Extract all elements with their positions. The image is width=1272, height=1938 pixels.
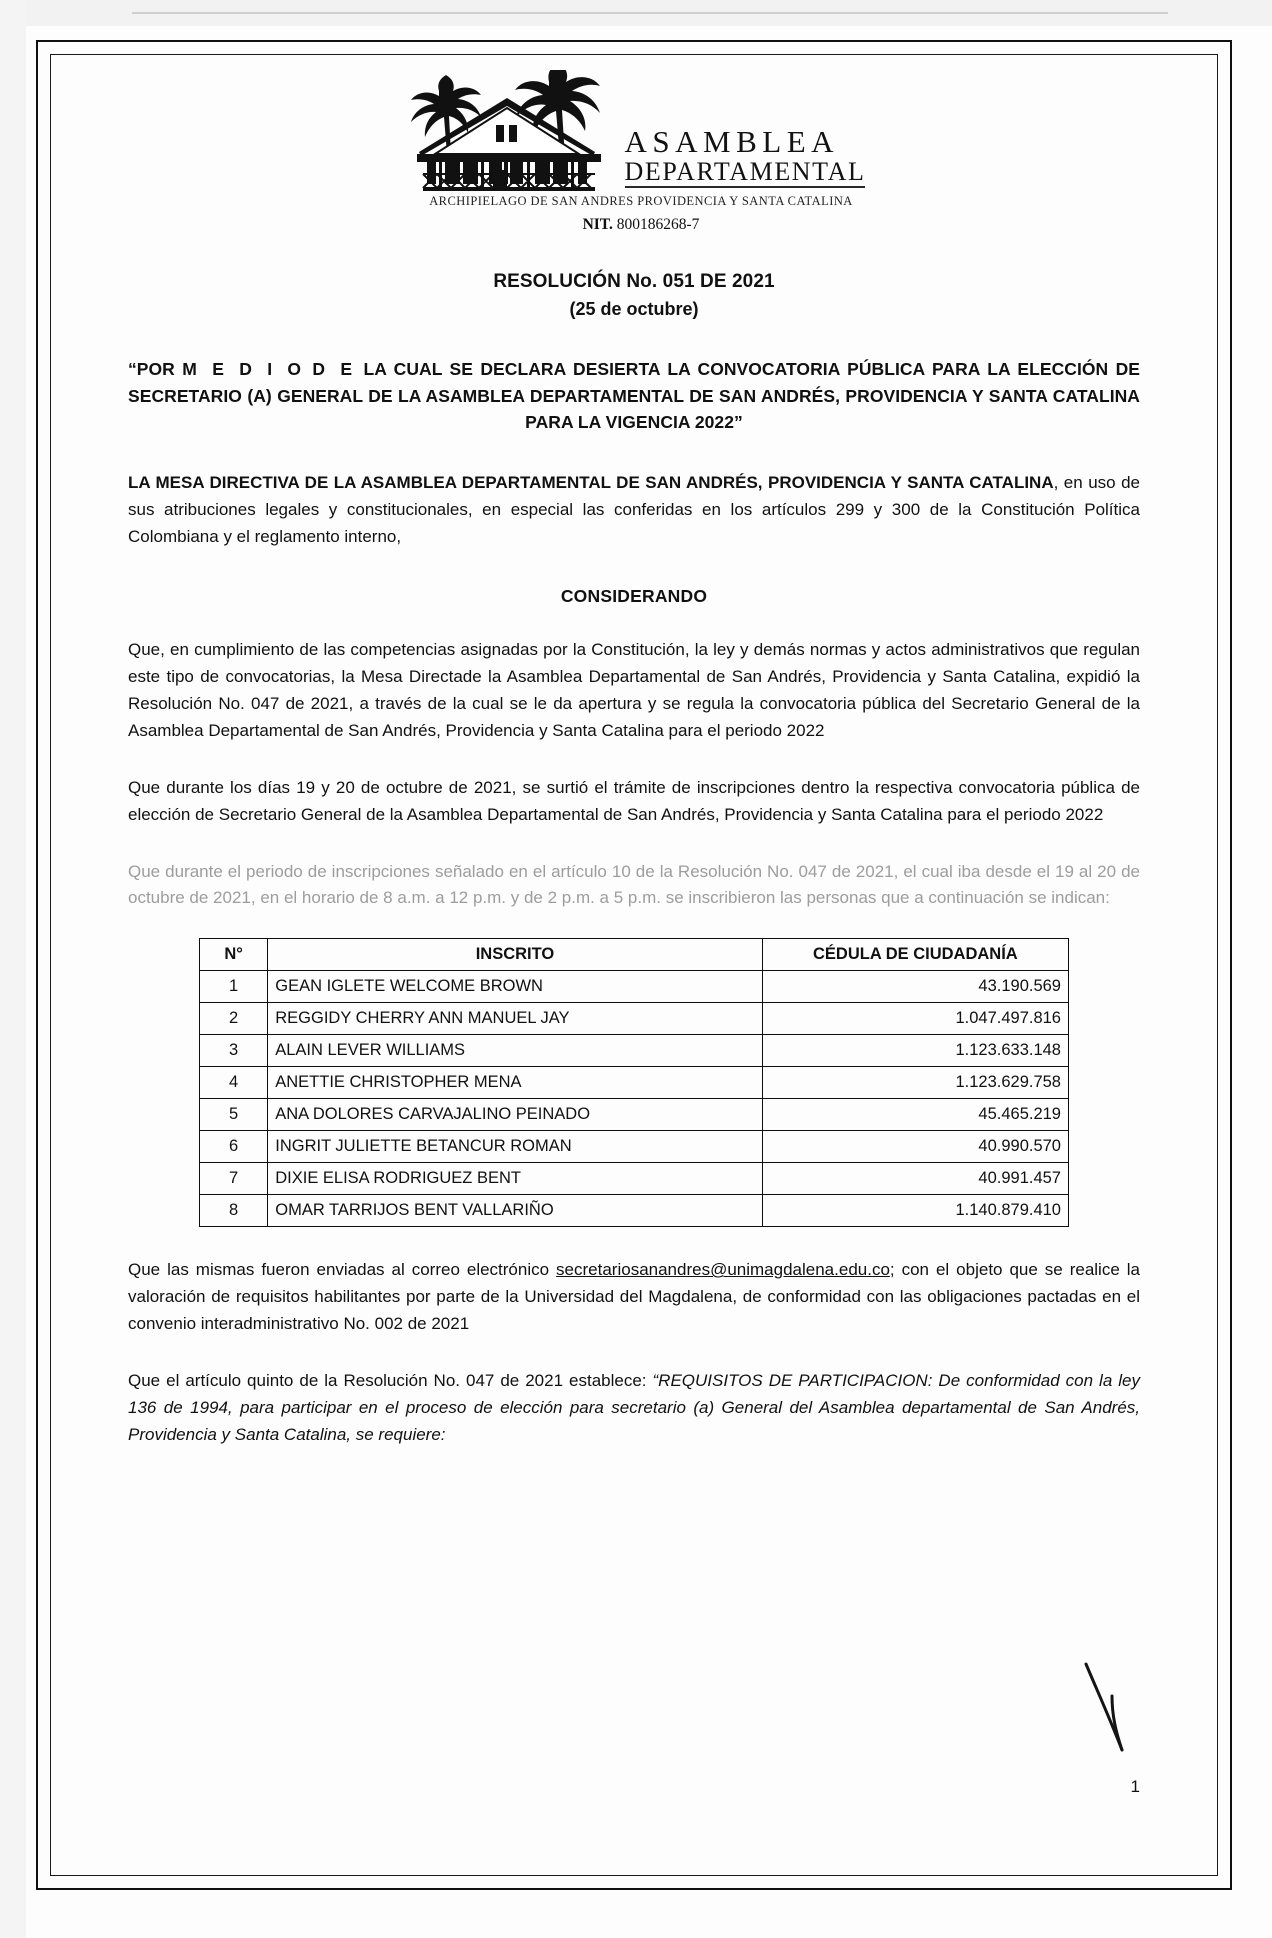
paragraph-2: Que durante los días 19 y 20 de octubre de 2021, se surtió el trámite de inscripciones dentro la respectiva convocatoria pública de elección de Secretario General de la Asamblea Departamental de San Andrés, Providencia y Santa Catalina para el periodo 2022: [128, 777, 1140, 824]
cell-inscrito: ALAIN LEVER WILLIAMS: [268, 1035, 762, 1067]
masthead: [128, 70, 1140, 192]
cell-inscrito: GEAN IGLETE WELCOME BROWN: [268, 971, 762, 1003]
cell-cedula: 43.190.569: [762, 971, 1068, 1003]
paragraph-4-lead: Que las mismas fueron enviadas al correo electrónico: [128, 1260, 557, 1280]
cell-inscrito: INGRIT JULIETTE BETANCUR ROMAN: [268, 1131, 762, 1163]
column-header-cedula: CÉDULA DE CIUDADANÍA: [762, 939, 1068, 971]
paragraph-3-faded: Que durante el periodo de inscripciones señalado en el artículo 10 de la Resolución No. 047 de 2021, el cual iba desde el 19 al 20 de octubre de 2021, en el horario de 8 a.m. a 12 p.m. y de 2 p.m. a 5 p.m. se inscribieron las personas que a continuación se indican:: [128, 861, 1140, 908]
table-row: [200, 971, 1069, 1003]
org-nit: [142, 216, 1140, 234]
table-row: [200, 1099, 1069, 1131]
cell-cedula: 45.465.219: [762, 1099, 1068, 1131]
resolution-number: RESOLUCIÓN No. 051 DE 2021: [493, 271, 775, 292]
cell-number: 3: [200, 1035, 268, 1067]
cell-cedula: 40.991.457: [762, 1163, 1068, 1195]
mesa-directiva-lead: LA MESA DIRECTIVA DE LA ASAMBLEA DEPARTAMENTAL DE SAN ANDRÉS, PROVIDENCIA Y SANTA CATALINA: [128, 472, 1054, 492]
org-name-line2: DEPARTAMENTAL: [625, 158, 866, 188]
cell-number: 1: [200, 971, 268, 1003]
declaration-title: [128, 356, 1140, 436]
scan-edge-left: [0, 0, 26, 1938]
cell-number: 8: [200, 1195, 268, 1227]
declaration-medio: M E D I O: [182, 359, 306, 379]
paragraph-5-lead: Que el artículo quinto de la Resolución No. 047 de 2021 establece:: [128, 1370, 653, 1390]
declaration-body: LA CUAL SE DECLARA DESIERTA LA CONVOCATORIA PÚBLICA PARA LA ELECCIÓN DE SECRETARIO (A) GENERAL DE LA ASAMBLEA DEPARTAMENTAL DE SAN ANDRÉS, PROVIDENCIA Y SANTA CATALINA PARA LA VIGENCIA 2022”: [128, 359, 1141, 433]
paragraph-5-quote: “REQUISITOS DE PARTICIPACION: De conformidad con la ley 136 de 1994, para participar en el proceso de elección para secretario (a) General del Asamblea departamental de San Andrés, Providencia y Santa Catalina, se requiere:: [128, 1370, 1140, 1444]
cell-inscrito: ANA DOLORES CARVAJALINO PEINADO: [268, 1099, 762, 1131]
org-name-line1: ASAMBLEA: [624, 124, 840, 160]
cell-number: 5: [200, 1099, 268, 1131]
table-header-row: [200, 939, 1069, 971]
mesa-directiva-paragraph: [128, 470, 1140, 551]
cell-number: 7: [200, 1163, 268, 1195]
column-header-number: N°: [200, 939, 268, 971]
table-row: [200, 1003, 1069, 1035]
cell-number: 4: [200, 1067, 268, 1099]
nit-label: NIT.: [582, 216, 613, 233]
declaration-de: D E: [312, 359, 357, 379]
cell-cedula: 1.140.879.410: [762, 1195, 1068, 1227]
org-subtitle: ARCHIPIELAGO DE SAN ANDRES PROVIDENCIA Y SANTA CATALINA: [429, 194, 853, 208]
cell-cedula: 1.047.497.816: [762, 1003, 1068, 1035]
email-link[interactable]: secretariosanandres@unimagdalena.edu.co: [556, 1260, 890, 1280]
resolution-date: (25 de octubre): [569, 299, 699, 319]
cell-inscrito: OMAR TARRIJOS BENT VALLARIÑO: [268, 1195, 762, 1227]
table-row: [200, 1195, 1069, 1227]
cell-number: 6: [200, 1131, 268, 1163]
cell-inscrito: ANETTIE CHRISTOPHER MENA: [268, 1067, 762, 1099]
page-number: 1: [1130, 1777, 1140, 1796]
caribbean-house-with-palms-icon: [403, 70, 615, 192]
cell-cedula: 1.123.629.758: [762, 1067, 1068, 1099]
considerando-heading: CONSIDERANDO: [560, 586, 708, 607]
column-header-inscrito: INSCRITO: [268, 939, 762, 971]
table-body: [200, 971, 1069, 1227]
cell-number: 2: [200, 1003, 268, 1035]
cell-inscrito: DIXIE ELISA RODRIGUEZ BENT: [268, 1163, 762, 1195]
document-content: [128, 62, 1141, 1796]
table-row: [200, 1067, 1069, 1099]
paragraph-1: Que, en cumplimiento de las competencias asignadas por la Constitución, la ley y demás normas y actos administrativos que regulan este tipo de convocatorias, la Mesa Directade la Asamblea Departamental de San Andrés, Providencia y Santa Catalina, expidió la Resolución No. 047 de 2021, a través de la cual se le da apertura y se regula la convocatoria pública del Secretario General de la Asamblea Departamental de San Andrés, Providencia y Santa Catalina para el periodo 2022: [128, 640, 1140, 740]
paragraph-4: [128, 1257, 1140, 1338]
cell-cedula: 1.123.633.148: [762, 1035, 1068, 1067]
org-wordmark: [625, 126, 866, 192]
paragraph-5: [128, 1368, 1140, 1449]
cell-inscrito: REGGIDY CHERRY ANN MANUEL JAY: [268, 1003, 762, 1035]
scan-top-rule: [132, 12, 1168, 14]
declaration-open: “POR: [128, 359, 175, 379]
cell-cedula: 40.990.570: [762, 1131, 1068, 1163]
inscritos-table: [199, 938, 1069, 1227]
table-row: [200, 1131, 1069, 1163]
inscritos-table-wrapper: [128, 938, 1140, 1227]
table-row: [200, 1035, 1069, 1067]
nit-value: 800186268-7: [616, 216, 700, 233]
mesa-directiva-rest: , en uso de sus atribuciones legales y constitucionales, en especial las conferidas en los artículos 299 y 300 de la Constitución Política Colombiana y el reglamento interno,: [128, 472, 1140, 546]
paragraph-4-tail: ; con el objeto que se realice la valoración de requisitos habilitantes por parte de la Universidad del Magdalena, de conformidad con las obligaciones pactadas en el convenio interadministrativo No. 002 de 2021: [128, 1260, 1140, 1333]
table-row: [200, 1163, 1069, 1195]
